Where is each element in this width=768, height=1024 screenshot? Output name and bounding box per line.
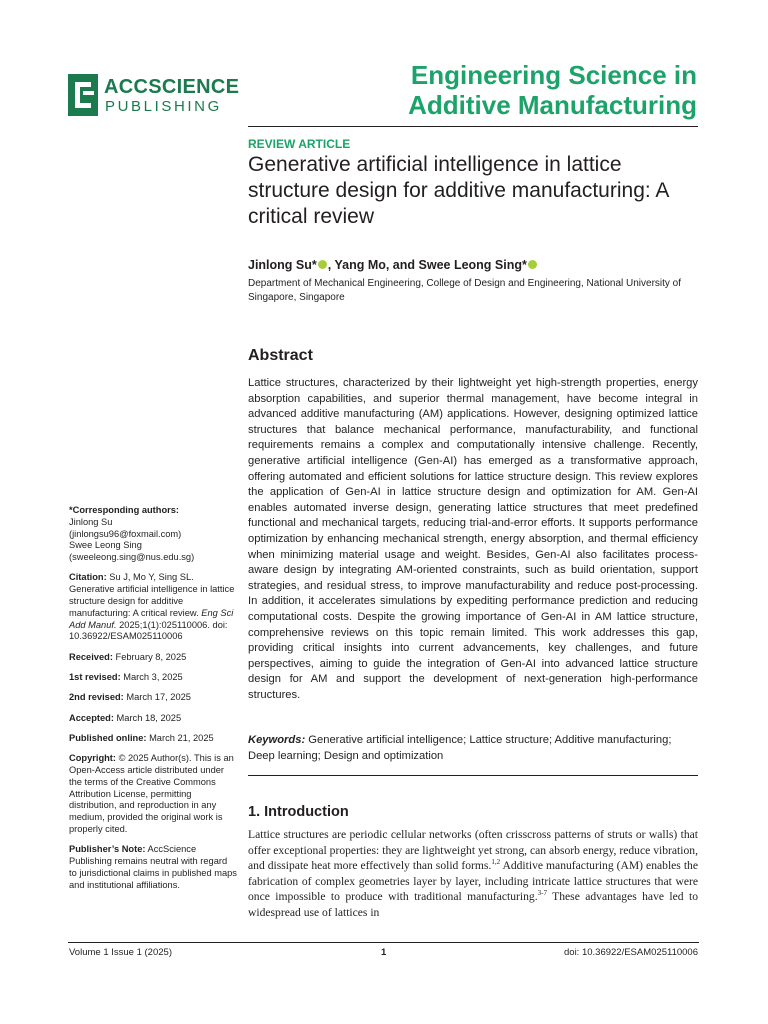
accepted-date <box>69 713 237 725</box>
footer-volume: Volume 1 Issue 1 (2025) <box>69 947 172 958</box>
orcid-icon[interactable] <box>528 260 537 269</box>
copyright-text: © 2025 Author(s). This is an Open-Access article distributed under the terms of the Creative Commons Attribution License, permitting distribution, and reproduction in any medium, provided the original work is properly cited. <box>69 753 234 835</box>
citation-ref[interactable]: 3-7 <box>537 889 547 898</box>
abstract-text: Lattice structures, characterized by their lightweight yet high-strength properties, energy absorption capabilities, and superior thermal management, have become integral in advanced additive manufacturing (AM) applications. However, designing optimized lattice structures that balance mechanical performance, manufacturability, and functional requirements remains a complex and computationally intensive challenge. Recently, generative artificial intelligence (Gen-AI) has emerged as a transformative approach, offering automated and efficient solutions for lattice structure design. This review explores the application of Gen-AI in lattice structure design and optimization for AM. Gen-AI enables automated inverse design, generating lattice structures that meet predefined functional and mechanical targets, reducing trial-and-error efforts. It supports performance optimization by enhancing mechanical strength, energy absorption, and thermal efficiency when minimizing material usage and weight. Besides, Gen-AI also facilitates process-aware design by integrating AM-oriented constraints, such as build orientation, support strategies, and residual stress, to improve manufacturability and reduce post-processing. In addition, it accelerates simulations by expediting performance prediction and reducing computational costs. Despite the growing importance of Gen-AI in AM lattice structure, comprehensive reviews on this topic remain limited. This work addresses this gap, providing critical insights into current advancements, key challenges, and future perspectives, aiming to guide the integration of Gen-AI into advanced lattice structure design for AM and support the development of next-generation high-performance structures. <box>248 377 698 701</box>
corr-email-2[interactable]: (sweeleong.sing@nus.edu.sg) <box>69 552 195 563</box>
corr-name-2: Swee Leong Sing <box>69 540 142 551</box>
keywords-text: Generative artificial intelligence; Lattice structure; Additive manufacturing; Deep learning; Design and optimization <box>248 734 672 762</box>
revised2-label: 2nd revised: <box>69 692 124 703</box>
copyright-label: Copyright: <box>69 753 116 764</box>
footer-divider <box>68 942 699 943</box>
revised1-label: 1st revised: <box>69 672 121 683</box>
copyright <box>69 753 237 836</box>
corresponding-authors <box>69 505 237 564</box>
author-list <box>248 258 538 272</box>
intro-part1: Lattice structures are periodic cellular networks (often crisscross patterns of struts or walls) that offer exceptional properties: they are lightweight yet strong, can absorb energy, reduce vibration, and dissipate heat more effectively than solid forms. <box>248 828 698 873</box>
keywords-label: Keywords: <box>248 734 306 746</box>
received-date <box>69 652 237 664</box>
article-title: Generative artificial intelligence in lattice structure design for additive manufacturing: A critical review <box>248 153 669 228</box>
journal-title-line1: Engineering Science in <box>410 60 697 90</box>
published-value: March 21, 2025 <box>146 732 214 743</box>
publisher-note-label: Publisher’s Note: <box>69 844 146 855</box>
citation <box>69 572 237 643</box>
corr-name-1: Jinlong Su <box>69 516 113 527</box>
affiliation: Department of Mechanical Engineering, College of Design and Engineering, National University of Singapore, Singapore <box>248 278 682 303</box>
accscience-logo-icon <box>68 74 98 116</box>
received-value: February 8, 2025 <box>112 651 187 662</box>
introduction-text <box>248 827 698 921</box>
citation-journal: Eng Sci Add Manuf. <box>69 607 234 630</box>
footer-doi[interactable]: doi: 10.36922/ESAM025110006 <box>564 947 698 958</box>
publisher-name: ACCSCIENCE <box>104 76 240 98</box>
orcid-icon[interactable] <box>318 260 327 269</box>
article-type: REVIEW ARTICLE <box>248 137 351 151</box>
publisher-logo <box>68 74 238 118</box>
citation-ref[interactable]: 1,2 <box>491 858 501 867</box>
published-date <box>69 733 237 745</box>
revised1-value: March 3, 2025 <box>120 672 183 683</box>
revised2-date <box>69 692 237 704</box>
citation-text: Su J, Mo Y, Sing SL. Generative artificial intelligence in lattice structure design for additive manufacturing: A critical review. <box>69 572 235 618</box>
publisher-note-text: AccScience Publishing remains neutral with regard to jurisdictional claims in published maps and institutional affiliations. <box>69 844 237 890</box>
published-label: Published online: <box>69 732 147 743</box>
keywords <box>248 733 698 764</box>
revised1-date <box>69 672 237 684</box>
introduction-heading: 1. Introduction <box>248 804 349 820</box>
intro-part2: Additive manufacturing (AM) enables the fabrication of complex geometries layer by layer, including intricate lattice structures that were once impossible to produce with traditional manufacturing. <box>248 859 698 904</box>
abstract-heading: Abstract <box>248 347 313 364</box>
header-divider <box>248 126 698 127</box>
author-others[interactable]: , Yang Mo, and Swee Leong Sing* <box>327 258 527 272</box>
section-divider <box>248 775 698 776</box>
author-1[interactable]: Jinlong Su* <box>248 258 317 272</box>
page-number: 1 <box>381 947 387 958</box>
intro-part3: These advantages have led to widespread use of lattices in <box>248 890 698 919</box>
publisher-note <box>69 844 237 891</box>
journal-title <box>408 60 697 120</box>
journal-title-line2: Additive Manufacturing <box>408 90 697 120</box>
citation-tail: 2025;1(1):025110006. doi: 10.36922/ESAM025110006 <box>69 619 228 642</box>
accepted-label: Accepted: <box>69 712 114 723</box>
publisher-subname: PUBLISHING <box>105 98 222 115</box>
corr-email-1[interactable]: (jinlongsu96@foxmail.com) <box>69 528 182 539</box>
corresponding-label: *Corresponding authors: <box>69 505 180 515</box>
citation-label: Citation: <box>69 572 107 583</box>
accepted-value: March 18, 2025 <box>113 712 182 723</box>
revised2-value: March 17, 2025 <box>123 692 191 703</box>
received-label: Received: <box>69 651 113 662</box>
sidebar-info <box>69 505 237 900</box>
